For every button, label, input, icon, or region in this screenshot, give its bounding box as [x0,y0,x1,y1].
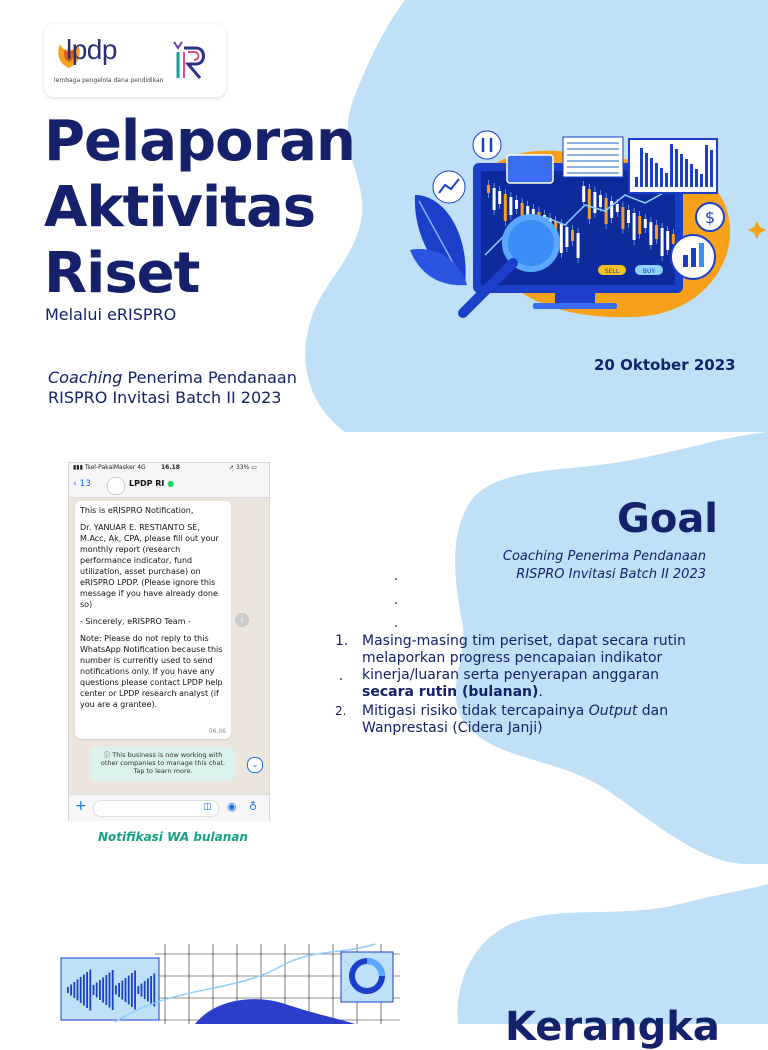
screenshot-caption: Notifikasi WA bulanan [98,830,248,844]
message-input[interactable] [93,800,219,817]
candle [504,194,507,221]
mini-bar [635,177,638,187]
pause-icon [473,131,501,159]
candle [672,234,675,244]
wave-bar [67,987,69,993]
back-button[interactable]: ‹ 13 [73,479,91,489]
info-icon[interactable]: i [235,613,249,627]
wave-bar [137,986,139,994]
candle [621,207,624,229]
mini-bar [655,163,658,187]
mini-bar [650,158,653,187]
mini-bar [670,144,673,187]
wave-bar [144,981,146,999]
candle [599,195,602,207]
message-time: 06.06 [208,728,226,735]
wave-bar [121,981,123,1000]
list-item: 2. Mitigasi risiko tidak tercapainya Output dan Wanprestasi (Cidera Janji) [335,703,669,736]
mini-bar [680,154,683,187]
wave-bar [125,978,127,1002]
mini-bar [645,153,648,187]
candle [655,225,658,239]
whatsapp-screenshot [68,462,270,821]
logo-tagline: lembaga pengelola dana pendidikan [54,77,164,84]
message-bubble [75,501,231,739]
wave-bar [134,971,136,1010]
candle [493,188,496,210]
coaching-rest: Penerima Pendanaan [122,368,297,387]
sparkle-icon [748,221,766,239]
mini-bar [705,145,708,187]
analytics-illustration [55,944,405,1024]
wave-bar [131,973,133,1007]
message-text: - Sincerely, eRISPRO Team - [80,617,191,626]
rispro-logo-icon [170,38,214,80]
mini-bar [700,174,703,187]
goal-subtitle: Coaching Penerima Pendanaan RISPRO Invitasi Batch II 2023 [502,549,706,582]
carrier-label: ▮▮▮ Tsel-PakaiMasker 4G [73,464,146,471]
sticker-icon[interactable]: ◫ [203,802,212,812]
wave-bar [105,975,107,1005]
bullet-dot [395,578,397,580]
candle [593,192,596,213]
message-input-bar [69,794,269,821]
candle [649,222,652,245]
mini-bar [685,159,688,187]
slide-goal [0,432,768,864]
candle [565,227,568,247]
wave-bar [115,986,117,995]
mini-bar [695,169,698,187]
battery-label: ➚ 33% ▭ [229,464,257,471]
candle [661,228,664,256]
candle [582,186,585,202]
plus-icon[interactable]: + [75,798,87,814]
candle [509,197,512,215]
slide-framework [0,864,768,1050]
candle [627,210,630,223]
page-title [44,108,355,306]
wave-bar [118,983,120,997]
wave-bar [128,976,130,1005]
microphone-icon[interactable]: ♁ [249,800,258,813]
finance-illustration [405,125,768,325]
goal-list [335,633,715,739]
message-text: Note: Please do not reply to this WhatsApp Notification because this number is currently used to send notifications only. If you have any questions please contact LPDP help center or LPDP research analyst (if you are a grantee). [80,634,223,709]
status-time: 16.18 [161,464,180,471]
coaching-line2: RISPRO Invitasi Batch II 2023 [48,388,282,407]
mini-bar [660,168,663,187]
system-notice[interactable]: ⓘ This business is now working with other companies to manage this chat. Tap to learn more. [91,747,235,781]
wave-bar [80,977,82,1003]
sell-label: SELL [604,268,620,275]
logo-wordmark: lpdp [66,34,117,65]
list-item: 1. Masing-masing tim periset, dapat secara rutin melaporkan progress pencapaian indikator kinerja/luaran serta penyerapan anggaran secara rutin (bulanan). [335,633,686,700]
candle [644,219,647,228]
wave-bar [93,985,95,995]
wave-bar [70,985,72,996]
candle [515,200,518,209]
subtitle: Melalui eRISPRO [45,305,177,324]
purple-shape [195,999,355,1024]
info-icon: ⓘ [103,751,113,759]
chat-header [69,473,269,498]
candle [577,233,580,258]
lpdp-logo [44,24,226,97]
wave-bar [86,972,88,1008]
title-line: Riset [44,241,200,306]
slide-title [0,0,768,432]
message-text: This is eRISPRO Notification, [80,506,194,515]
phone-status-bar [69,463,269,473]
wave-bar [73,982,75,998]
coaching-italic: Coaching [48,368,123,387]
wave-bar [153,974,155,1007]
svg-text:$: $ [704,208,716,227]
mini-bar [665,173,668,187]
contact-name[interactable]: LPDP RI ● [129,479,175,488]
event-date: 20 Oktober 2023 [594,356,736,374]
title-line: Pelaporan [44,109,355,174]
candle [588,189,591,219]
mini-bar [710,150,713,187]
wave-bar [141,984,143,997]
title-line: Aktivitas [44,175,316,240]
credit-card-icon [507,155,553,183]
candle [560,224,563,253]
candle [571,230,574,241]
candle [638,216,641,234]
scroll-down-icon[interactable]: ⌄ [247,757,263,773]
candle [610,201,613,218]
framework-heading: Kerangka [505,1004,720,1050]
wave-bar [147,979,149,1002]
camera-icon[interactable]: ◉ [227,800,237,813]
buy-label: BUY [642,268,656,275]
coaching-text [48,368,297,408]
wave-bar [89,970,91,1011]
wave-bar [99,980,101,1000]
wave-bar [150,976,152,1004]
message-text: Dr. YANUAR E. RESTIANTO SE, M.Acc, Ak, CPA, please fill out your monthly report (research performance indicator, fund utilization, asset purchase) on eRISPRO LPDP. (Please ignore this message if you have already done so) [80,523,219,609]
wave-bar [83,975,85,1006]
wave-bar [112,970,114,1010]
wave-bar [96,983,98,998]
candle [616,204,619,212]
goal-heading: Goal [617,496,719,542]
mini-bar [690,164,693,187]
avatar[interactable] [107,477,125,495]
wave-bar [102,978,104,1003]
candle [666,231,669,250]
candle [487,185,490,193]
mini-bar [675,149,678,187]
bullet-dot [395,602,397,604]
mini-bar [640,148,643,187]
candle [633,213,636,240]
wave-bar [109,973,111,1008]
candle [498,191,501,204]
bullet-dot [395,625,397,627]
wave-bar [77,980,79,1001]
